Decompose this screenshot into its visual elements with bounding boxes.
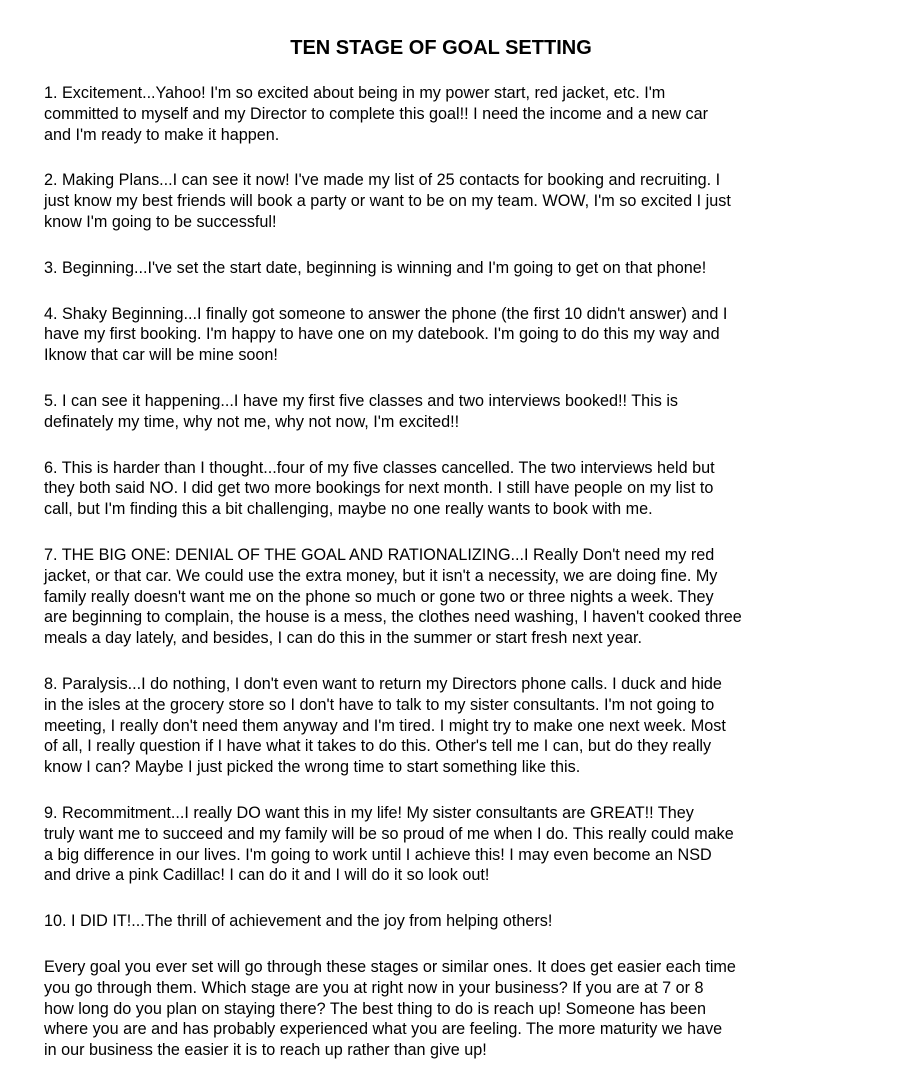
stage-7-line-1: 7. THE BIG ONE: DENIAL OF THE GOAL AND RATIONALIZING...I Really Don't need my red: [44, 545, 715, 564]
closing-line-4: where you are and has probably experienced what you are feeling. The more maturity we have: [44, 1020, 723, 1039]
stage-7-line-3: family really doesn't want me on the phone so much or gone two or three nights a week. They: [44, 587, 714, 606]
stage-9-line-2: truly want me to succeed and my family will be so proud of me when I do. This really could make: [44, 824, 734, 843]
stage-8-line-5: know I can? Maybe I just picked the wrong time to start something like this.: [44, 758, 581, 777]
document-title: TEN STAGE OF GOAL SETTING: [290, 37, 592, 59]
stage-2-line-2: just know my best friends will book a party or want to be on my team. WOW, I'm so excited I just: [44, 192, 731, 211]
stage-4-line-2: have my first booking. I'm happy to have one on my datebook. I'm going to do this my way and: [44, 325, 720, 344]
closing-paragraph: [44, 957, 834, 1061]
closing-line-5: in our business the easier it is to reach up rather than give up!: [44, 1041, 487, 1060]
stage-9: [44, 803, 834, 886]
stage-1-line-3: and I'm ready to make it happen.: [44, 125, 280, 144]
stage-9-line-1: 9. Recommitment...I really DO want this in my life! My sister consultants are GREAT!! They: [44, 803, 694, 822]
stage-6: [44, 458, 834, 520]
stage-7: [44, 545, 834, 649]
stage-8-line-1: 8. Paralysis...I do nothing, I don't even want to return my Directors phone calls. I duck and hide: [44, 674, 722, 693]
document-page: [44, 36, 834, 1086]
stage-7-line-2: jacket, or that car. We could use the extra money, but it isn't a necessity, we are doing fine. My: [44, 566, 718, 585]
stage-4-line-1: 4. Shaky Beginning...I finally got someone to answer the phone (the first 10 didn't answer) and I: [44, 304, 728, 323]
stage-8-line-2: in the isles at the grocery store so I don't have to talk to my sister consultants. I'm not going to: [44, 695, 715, 714]
stage-3-line-1: 3. Beginning...I've set the start date, beginning is winning and I'm going to get on that phone!: [44, 258, 707, 277]
stage-8-line-3: meeting, I really don't need them anyway and I'm tired. I might try to make one next week. Most: [44, 716, 726, 735]
stage-2-line-3: know I'm going to be successful!: [44, 212, 277, 231]
stage-9-line-3: a big difference in our lives. I'm going to work until I achieve this! I may even become an NSD: [44, 845, 712, 864]
stage-10-line-1: 10. I DID IT!...The thrill of achievement and the joy from helping others!: [44, 912, 553, 931]
stage-8: [44, 674, 834, 778]
stage-9-line-4: and drive a pink Cadillac! I can do it and I will do it so look out!: [44, 866, 490, 885]
stage-2-line-1: 2. Making Plans...I can see it now! I've made my list of 25 contacts for booking and recruiting. I: [44, 171, 721, 190]
stage-6-line-1: 6. This is harder than I thought...four of my five classes cancelled. The two interviews held but: [44, 458, 715, 477]
stage-5: [44, 391, 834, 433]
closing-line-2: you go through them. Which stage are you at right now in your business? If you are at 7 or 8: [44, 978, 704, 997]
stage-4: [44, 304, 834, 366]
closing-line-3: how long do you plan on staying there? The best thing to do is reach up! Someone has been: [44, 999, 707, 1018]
closing-line-1: Every goal you ever set will go through these stages or similar ones. It does get easier each time: [44, 957, 736, 976]
stage-2: [44, 170, 834, 232]
stage-4-line-3: Iknow that car will be mine soon!: [44, 346, 278, 365]
stage-3: [44, 258, 834, 279]
stage-1: [44, 83, 834, 145]
stage-5-line-2: definately my time, why not me, why not now, I'm excited!!: [44, 412, 460, 431]
stage-8-line-4: of all, I really question if I have what it takes to do this. Other's tell me I can, but do they really: [44, 737, 712, 756]
stage-7-line-5: meals a day lately, and besides, I can do this in the summer or start fresh next year.: [44, 629, 643, 648]
stage-5-line-1: 5. I can see it happening...I have my first five classes and two interviews booked!! This is: [44, 391, 679, 410]
stage-7-line-4: are beginning to complain, the house is a mess, the clothes need washing, I haven't cooked three: [44, 608, 742, 627]
stage-6-line-3: call, but I'm finding this a bit challenging, maybe no one really wants to book with me.: [44, 500, 653, 519]
stage-6-line-2: they both said NO. I did get two more bookings for next month. I still have people on my list to: [44, 479, 714, 498]
stage-10: [44, 911, 834, 932]
stage-1-line-1: 1. Excitement...Yahoo! I'm so excited about being in my power start, red jacket, etc. I'm: [44, 84, 666, 102]
stage-1-line-2: committed to myself and my Director to complete this goal!! I need the income and a new car: [44, 104, 708, 123]
